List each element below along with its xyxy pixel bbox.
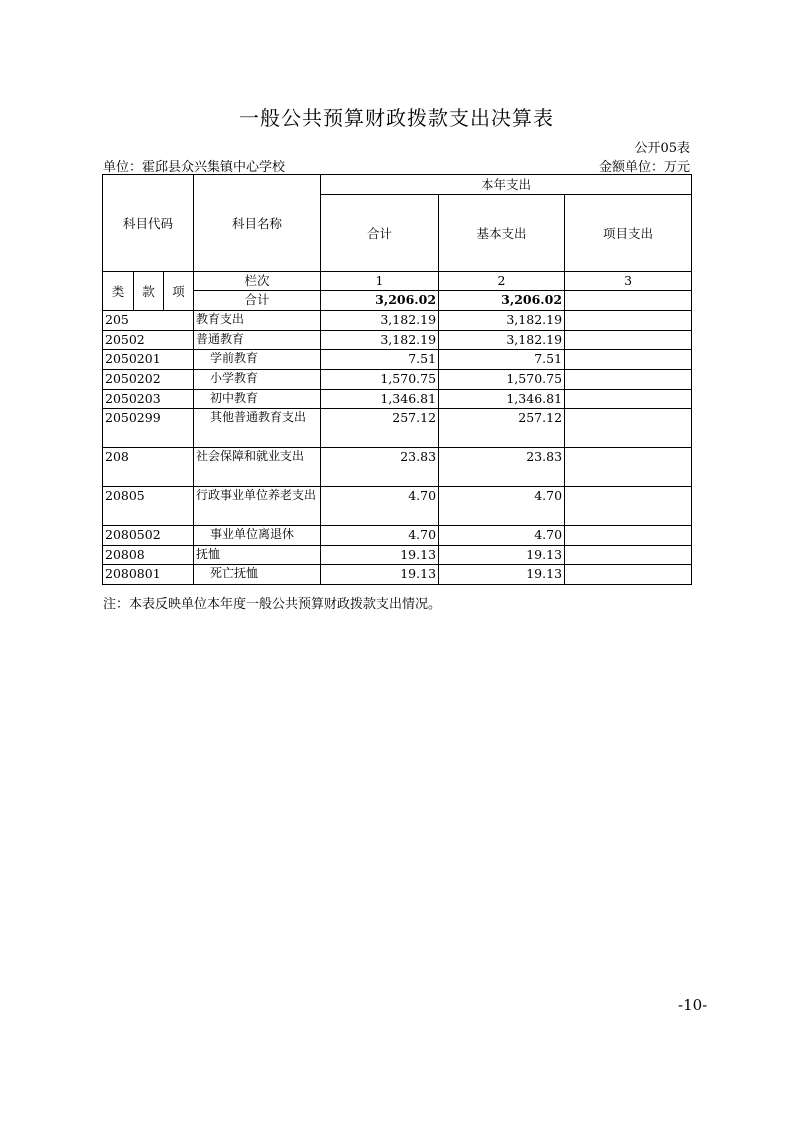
header-current-year: 本年支出 xyxy=(321,175,692,195)
row-total: 4.70 xyxy=(321,487,439,526)
column-index-1: 1 xyxy=(321,272,439,291)
amount-unit: 金额单位：万元 xyxy=(598,160,690,175)
header-total: 合计 xyxy=(321,195,439,272)
table-row xyxy=(103,390,692,409)
row-project xyxy=(565,311,692,331)
row-project xyxy=(565,409,692,448)
page-title: 一般公共预算财政拨款支出决算表 xyxy=(239,106,554,130)
header-basic: 基本支出 xyxy=(439,195,565,272)
header-kuan: 款 xyxy=(134,272,164,311)
row-project xyxy=(565,526,692,546)
row-name: 其他普通教育支出 xyxy=(194,409,321,448)
row-code: 2080801 xyxy=(103,565,194,585)
table-row xyxy=(103,331,692,350)
table-row xyxy=(103,409,692,448)
row-total: 19.13 xyxy=(321,546,439,565)
total-row-project xyxy=(565,291,692,311)
table-row xyxy=(103,487,692,526)
row-project xyxy=(565,487,692,526)
row-project xyxy=(565,390,692,409)
form-number: 公开05表 xyxy=(634,141,690,156)
table-row xyxy=(103,311,692,331)
table-row xyxy=(103,370,692,390)
total-row-total: 3,206.02 xyxy=(321,291,439,311)
row-total: 257.12 xyxy=(321,409,439,448)
row-basic: 7.51 xyxy=(439,350,565,370)
row-basic: 19.13 xyxy=(439,546,565,565)
row-name: 社会保障和就业支出 xyxy=(194,448,321,487)
header-lei: 类 xyxy=(103,272,134,311)
row-code: 20808 xyxy=(103,546,194,565)
row-basic: 257.12 xyxy=(439,409,565,448)
row-total: 4.70 xyxy=(321,526,439,546)
expenditure-table xyxy=(102,174,692,585)
row-code: 2050201 xyxy=(103,350,194,370)
row-name: 小学教育 xyxy=(194,370,321,390)
row-name: 事业单位离退休 xyxy=(194,526,321,546)
row-total: 3,182.19 xyxy=(321,311,439,331)
total-row-basic: 3,206.02 xyxy=(439,291,565,311)
row-total: 19.13 xyxy=(321,565,439,585)
row-code: 20502 xyxy=(103,331,194,350)
row-name: 学前教育 xyxy=(194,350,321,370)
page-number: -10- xyxy=(678,996,708,1014)
row-basic: 4.70 xyxy=(439,526,565,546)
row-total: 23.83 xyxy=(321,448,439,487)
row-basic: 3,182.19 xyxy=(439,331,565,350)
column-index-label: 栏次 xyxy=(194,272,321,291)
row-basic: 23.83 xyxy=(439,448,565,487)
header-xiang: 项 xyxy=(164,272,194,311)
table-row xyxy=(103,546,692,565)
row-total: 1,346.81 xyxy=(321,390,439,409)
row-code: 2050203 xyxy=(103,390,194,409)
header-code: 科目代码 xyxy=(103,175,194,272)
row-code: 20805 xyxy=(103,487,194,526)
row-name: 抚恤 xyxy=(194,546,321,565)
total-row-label: 合计 xyxy=(194,291,321,311)
row-project xyxy=(565,350,692,370)
row-basic: 19.13 xyxy=(439,565,565,585)
row-project xyxy=(565,370,692,390)
table-row xyxy=(103,526,692,546)
header-name: 科目名称 xyxy=(194,175,321,272)
row-name: 死亡抚恤 xyxy=(194,565,321,585)
row-code: 2050299 xyxy=(103,409,194,448)
row-code: 2050202 xyxy=(103,370,194,390)
header-project: 项目支出 xyxy=(565,195,692,272)
table-row xyxy=(103,350,692,370)
column-index-3: 3 xyxy=(565,272,692,291)
row-total: 7.51 xyxy=(321,350,439,370)
row-basic: 3,182.19 xyxy=(439,311,565,331)
unit-name: 单位：霍邱县众兴集镇中心学校 xyxy=(103,160,286,175)
row-basic: 1,346.81 xyxy=(439,390,565,409)
row-total: 3,182.19 xyxy=(321,331,439,350)
row-basic: 1,570.75 xyxy=(439,370,565,390)
row-project xyxy=(565,546,692,565)
column-index-2: 2 xyxy=(439,272,565,291)
table-row xyxy=(103,565,692,585)
row-project xyxy=(565,331,692,350)
table-note: 注：本表反映单位本年度一般公共预算财政拨款支出情况。 xyxy=(103,597,442,612)
row-name: 普通教育 xyxy=(194,331,321,350)
row-name: 行政事业单位养老支出 xyxy=(194,487,321,526)
row-project xyxy=(565,565,692,585)
row-name: 初中教育 xyxy=(194,390,321,409)
row-code: 208 xyxy=(103,448,194,487)
row-name: 教育支出 xyxy=(194,311,321,331)
row-total: 1,570.75 xyxy=(321,370,439,390)
row-basic: 4.70 xyxy=(439,487,565,526)
row-project xyxy=(565,448,692,487)
row-code: 2080502 xyxy=(103,526,194,546)
table-row xyxy=(103,448,692,487)
row-code: 205 xyxy=(103,311,194,331)
